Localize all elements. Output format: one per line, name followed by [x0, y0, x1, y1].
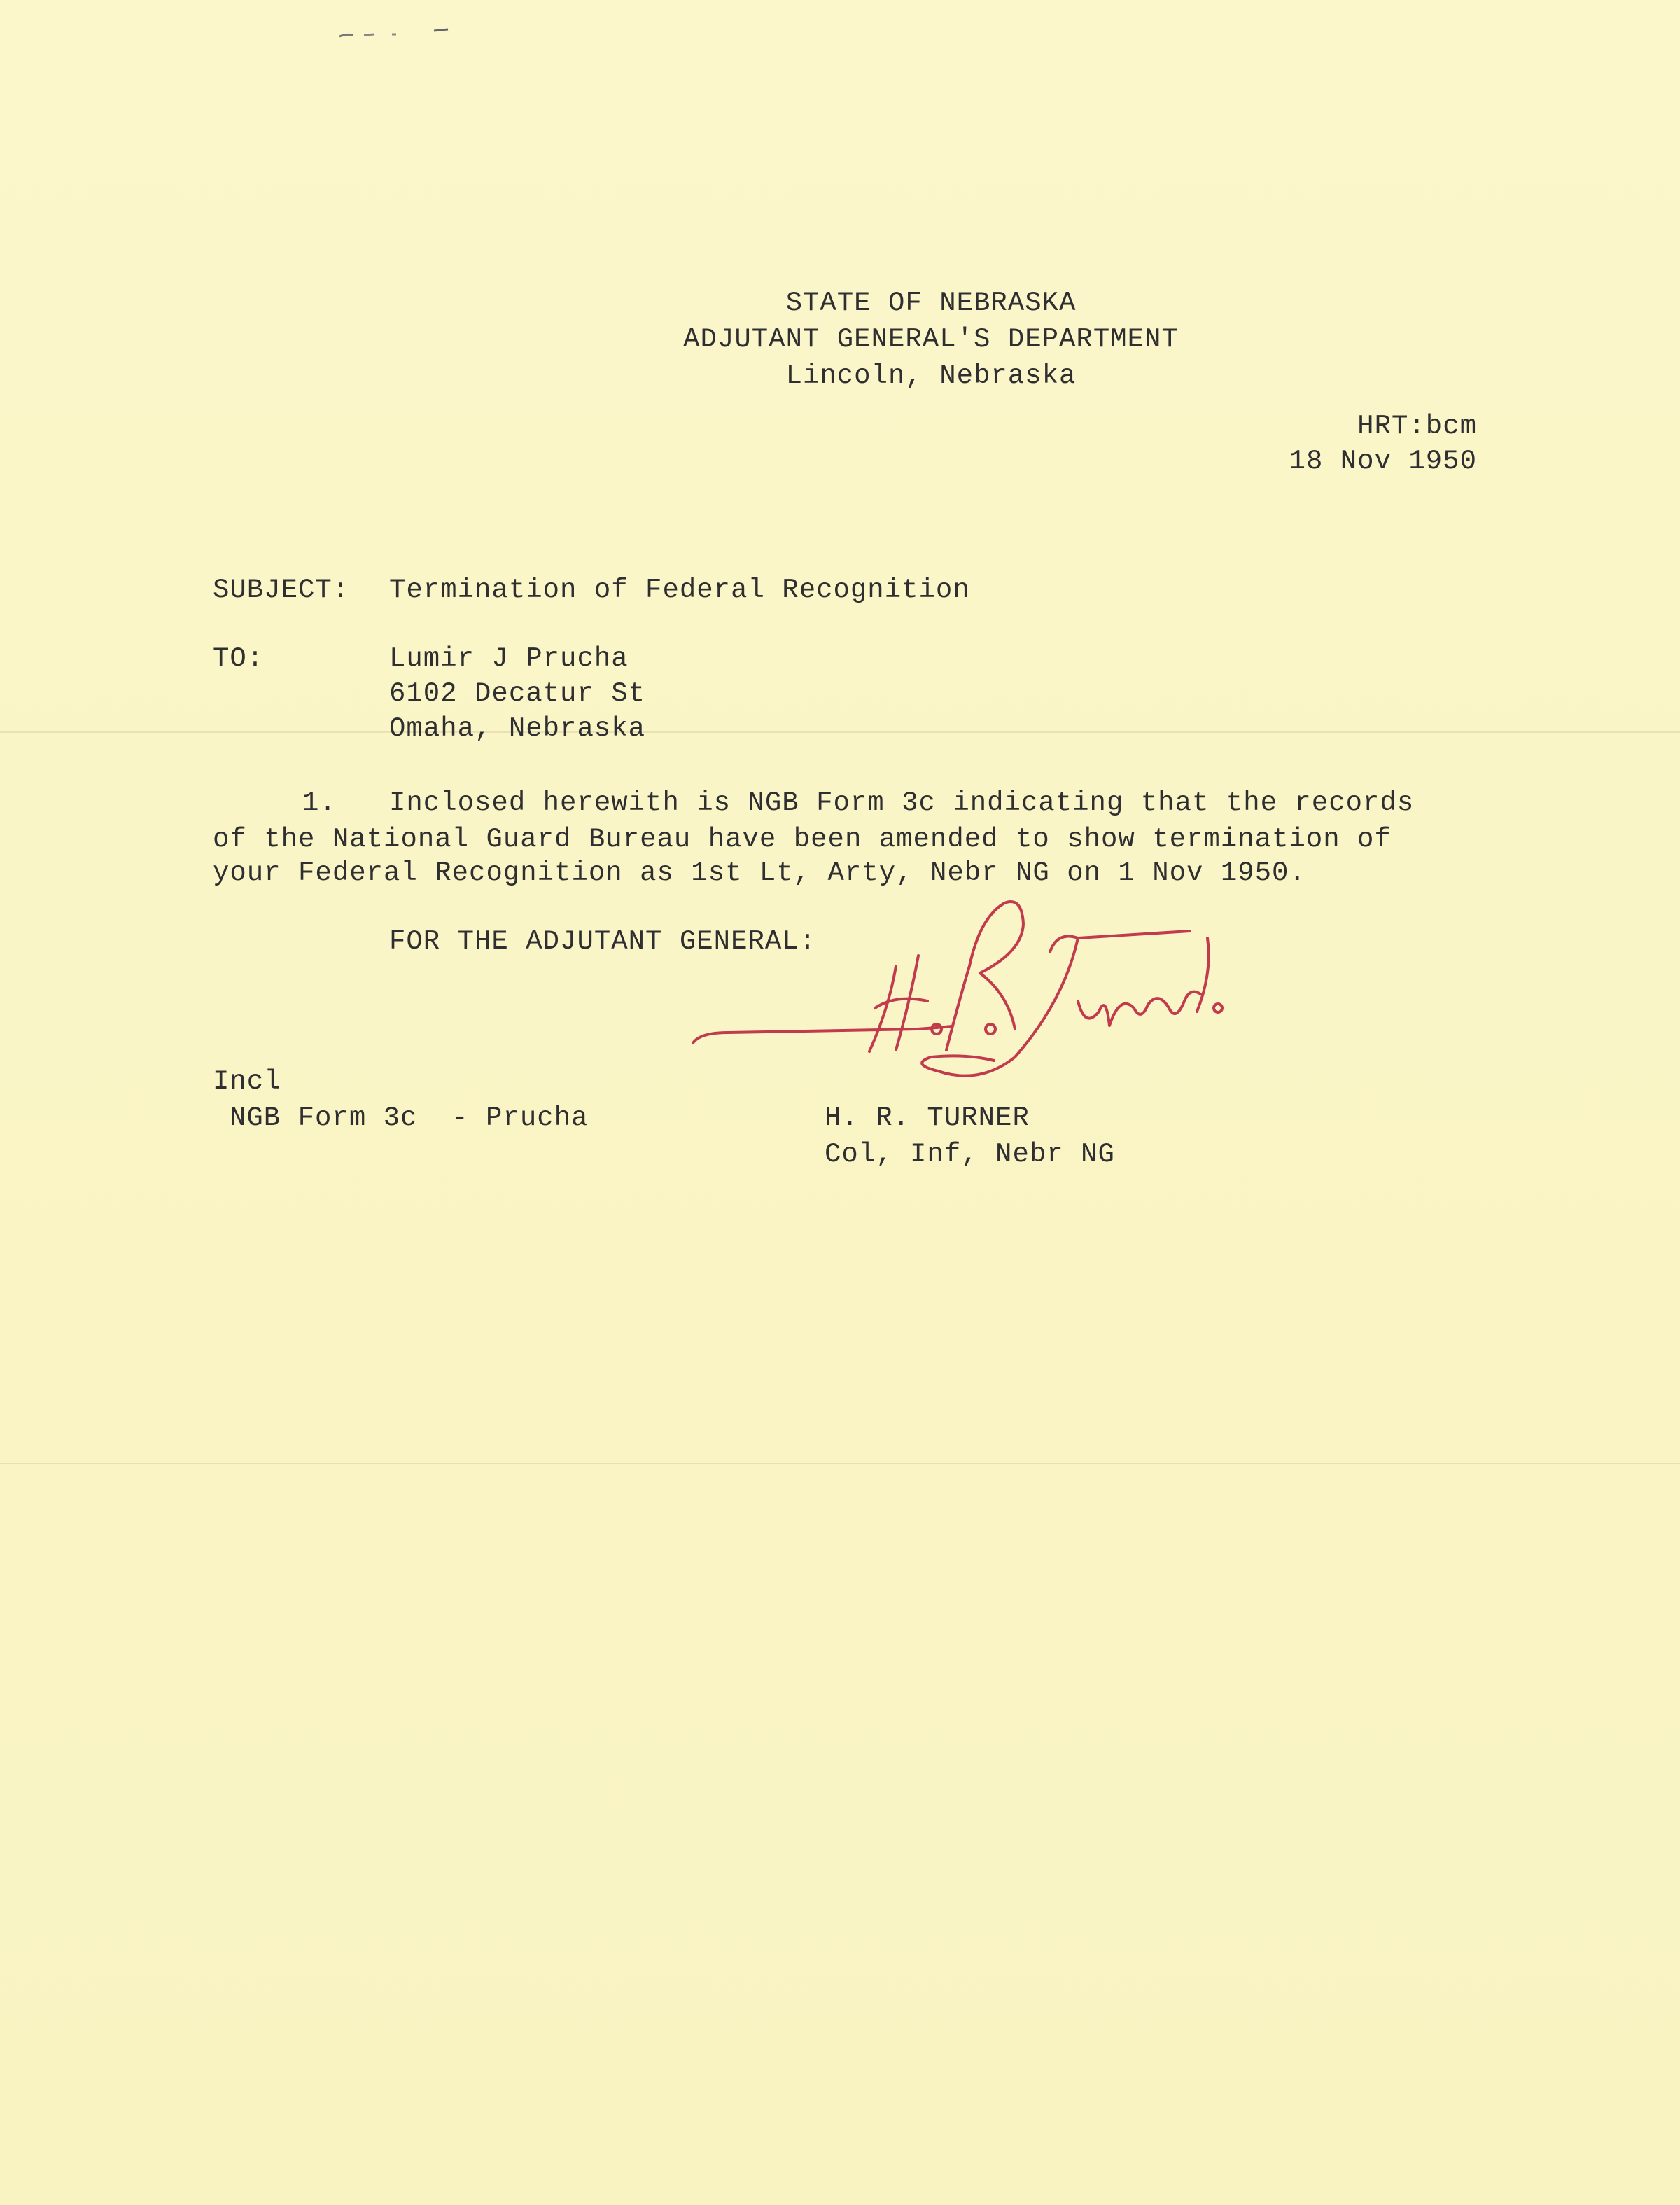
body-line-3: your Federal Recognition as 1st Lt, Arty, Nebr NG on 1 Nov 1950.	[213, 858, 1306, 888]
subject-text: Termination of Federal Recognition	[389, 575, 970, 606]
reference-initials: HRT:bcm	[1357, 411, 1477, 442]
letterhead-city: Lincoln, Nebraska	[785, 360, 1077, 391]
paper-fold-line	[0, 732, 1680, 733]
handwritten-signature	[686, 889, 1232, 1113]
signer-title: Col, Inf, Nebr NG	[825, 1139, 1115, 1170]
stray-pencil-marks	[336, 21, 462, 42]
recipient-street: 6102 Decatur St	[389, 678, 646, 709]
letterhead-department: ADJUTANT GENERAL'S DEPARTMENT	[683, 324, 1179, 355]
subject-label: SUBJECT:	[213, 575, 350, 606]
body-line-1: Inclosed herewith is NGB Form 3c indicating that the records	[389, 788, 1415, 818]
paper-fold-line	[0, 1463, 1680, 1464]
recipient-name: Lumir J Prucha	[389, 643, 629, 674]
letter-date: 18 Nov 1950	[1289, 446, 1477, 477]
closing-line: FOR THE ADJUTANT GENERAL:	[389, 926, 817, 957]
enclosure-label: Incl	[213, 1066, 281, 1097]
letterhead-state: STATE OF NEBRASKA	[785, 288, 1077, 318]
to-label: TO:	[213, 643, 265, 674]
signer-name: H. R. TURNER	[825, 1102, 1030, 1133]
body-line-2: of the National Guard Bureau have been amended to show termination of	[213, 824, 1392, 855]
paragraph-number: 1.	[302, 788, 337, 818]
recipient-city: Omaha, Nebraska	[389, 713, 646, 744]
enclosure-item: NGB Form 3c - Prucha	[230, 1102, 589, 1133]
